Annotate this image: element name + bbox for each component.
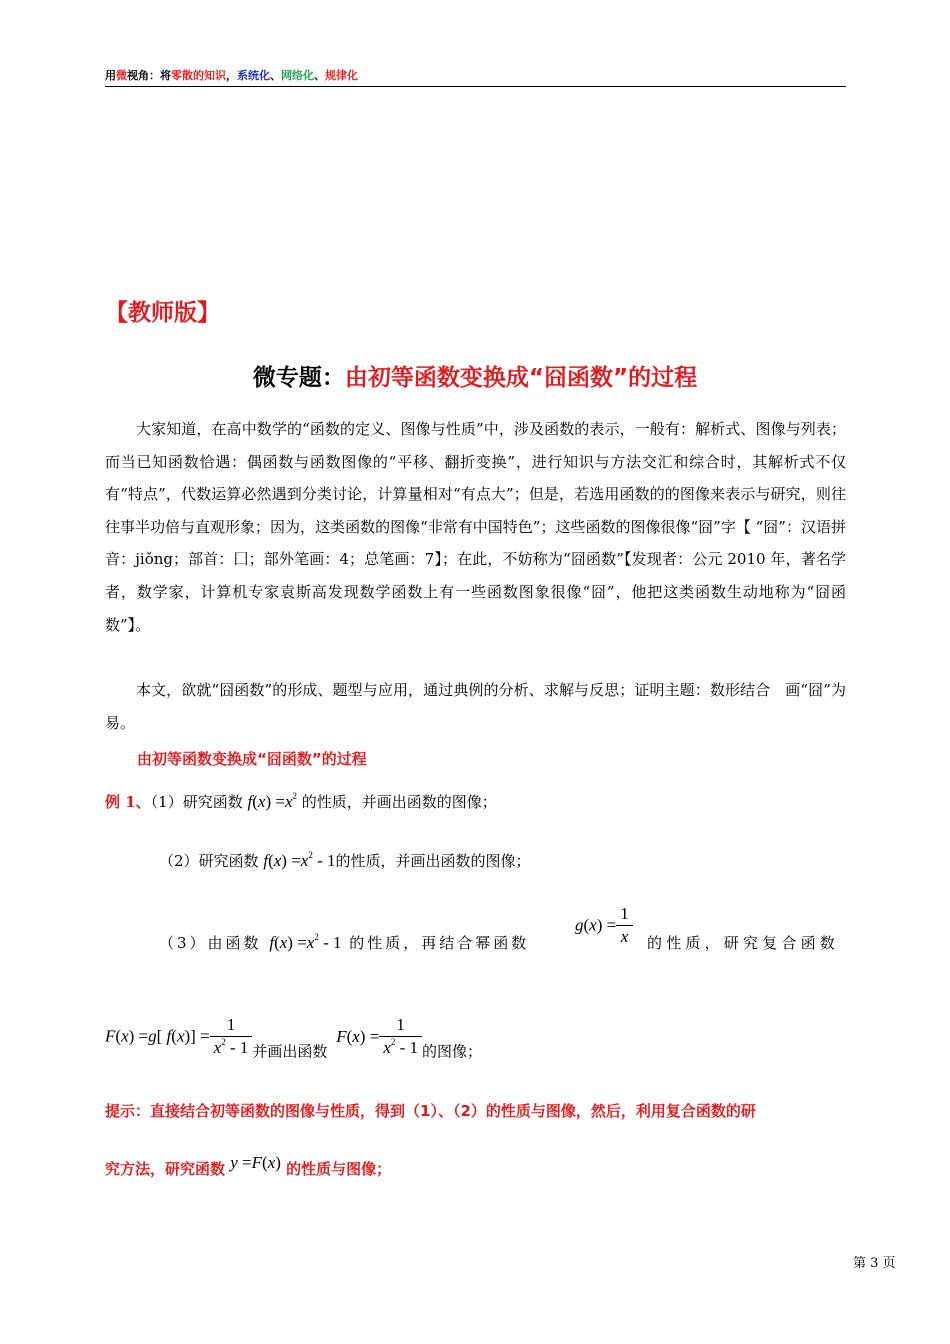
example-q3-line1 bbox=[159, 927, 529, 959]
formula-g-x: g(x) = $\frac{1}{x}$ bbox=[575, 903, 633, 948]
example-q2 bbox=[159, 845, 531, 877]
q3-suffix: 的性质，研究复合函数 bbox=[647, 934, 840, 952]
q3-mid: 的性质，再结合幂函数 bbox=[349, 934, 530, 952]
fraction-F: $\frac{1}{x^2 - 1}$ bbox=[379, 1014, 422, 1059]
section-title: 由初等函数变换成“囧函数”的过程 bbox=[137, 750, 367, 768]
page-number: 第 3 页 bbox=[853, 1256, 896, 1271]
fraction-composite: $\frac{1}{x^2 - 1}$ bbox=[210, 1014, 253, 1059]
formula-F-x-composite: F(x) =g[ f(x)] = bbox=[105, 1026, 210, 1046]
header-text: 用 bbox=[105, 69, 116, 82]
q3-prefix: （3）由函数 bbox=[159, 934, 262, 952]
intro-paragraph: 大家知道，在高中数学的“函数的定义、图像与性质”中，涉及函数的表示，一般有：解析式、图像与列表；而当已知函数恰遇：偶函数与函数图像的“平移、翻折变换”，进行知识与方法交汇和综合时，其解析式不仅有“特点”，代数运算必然遇到分类讨论，计算量相对“有点大”；但是，若选用函数的的图像来表示与研究，则往往事半功倍与直观形象；因为，这类函数的图像“非常有中国特色”；这些函数的图像很像“囧”字【 “囧”：汉语拼音：jiǒng；部首：囗；部外笔画：4；总笔画：7】；在此，不妨称为“囧函数”【发现者：公元 2010 年，著名学者，数学家，计算机专家袁斯高发现数学函数上有一些函数图象很像“囧”，他把这类函数生动地称为“囧函数”】。 bbox=[105, 420, 846, 634]
header-text: 视角：将 bbox=[127, 69, 171, 82]
hint-text: 直接结合初等函数的图像与性质，得到（1）、（2）的性质与图像，然后，利用复合函数的研 bbox=[150, 1102, 756, 1120]
q2-suffix: 的性质，并画出函数的图像； bbox=[335, 852, 531, 870]
formula-F-x: F(x) = bbox=[336, 1026, 380, 1046]
q1-prefix: （1）研究函数 bbox=[150, 793, 243, 811]
hint-text: 究方法，研究函数 bbox=[105, 1160, 226, 1178]
formula-f-x-squared: $f(x) =x^2$ bbox=[247, 791, 298, 811]
header-text: 微 bbox=[116, 69, 127, 82]
header-text: 系统化 bbox=[237, 69, 270, 82]
q3-line2-suffix: 的图像； bbox=[422, 1042, 483, 1061]
formula-f-x-squared-minus-one: $f(x) =x^2 - 1$ bbox=[263, 850, 336, 870]
example-label: 例 1、 bbox=[105, 793, 151, 811]
header-text: 零散的知识 bbox=[171, 69, 226, 82]
hint-line1 bbox=[105, 1100, 756, 1122]
q2-prefix: （2）研究函数 bbox=[159, 852, 259, 870]
example-q1 bbox=[105, 786, 497, 818]
header-text: 、 bbox=[270, 69, 281, 82]
formula-f-x-squared-minus-one: $f(x) =x^2 - 1$ bbox=[269, 932, 342, 952]
hint-text: 的性质与图像； bbox=[286, 1160, 392, 1178]
page-title bbox=[0, 359, 950, 392]
title-prefix: 微专题： bbox=[252, 365, 345, 391]
edition-label: 【教师版】 bbox=[105, 300, 220, 326]
page-header bbox=[105, 68, 846, 87]
hint-line2 bbox=[105, 1150, 391, 1182]
q3-line2-mid: 并画出函数 bbox=[252, 1042, 328, 1061]
formula-y-F-x: y =F(x) bbox=[230, 1153, 281, 1172]
header-text: 规律化 bbox=[325, 69, 358, 82]
title-main: 由初等函数变换成“囧函数”的过程 bbox=[344, 365, 698, 391]
header-text: 、 bbox=[314, 69, 325, 82]
header-text: ， bbox=[226, 69, 237, 82]
q1-suffix: 的性质，并画出函数的图像； bbox=[301, 793, 497, 811]
purpose-paragraph: 本文，欲就“囧函数”的形成、题型与应用，通过典例的分析、求解与反思；证明主题：数形结合 画“囧”为易。 bbox=[105, 681, 846, 732]
example-q3-line2 bbox=[105, 1014, 482, 1062]
header-text: 网络化 bbox=[281, 69, 314, 82]
hint-label: 提示： bbox=[105, 1102, 151, 1120]
